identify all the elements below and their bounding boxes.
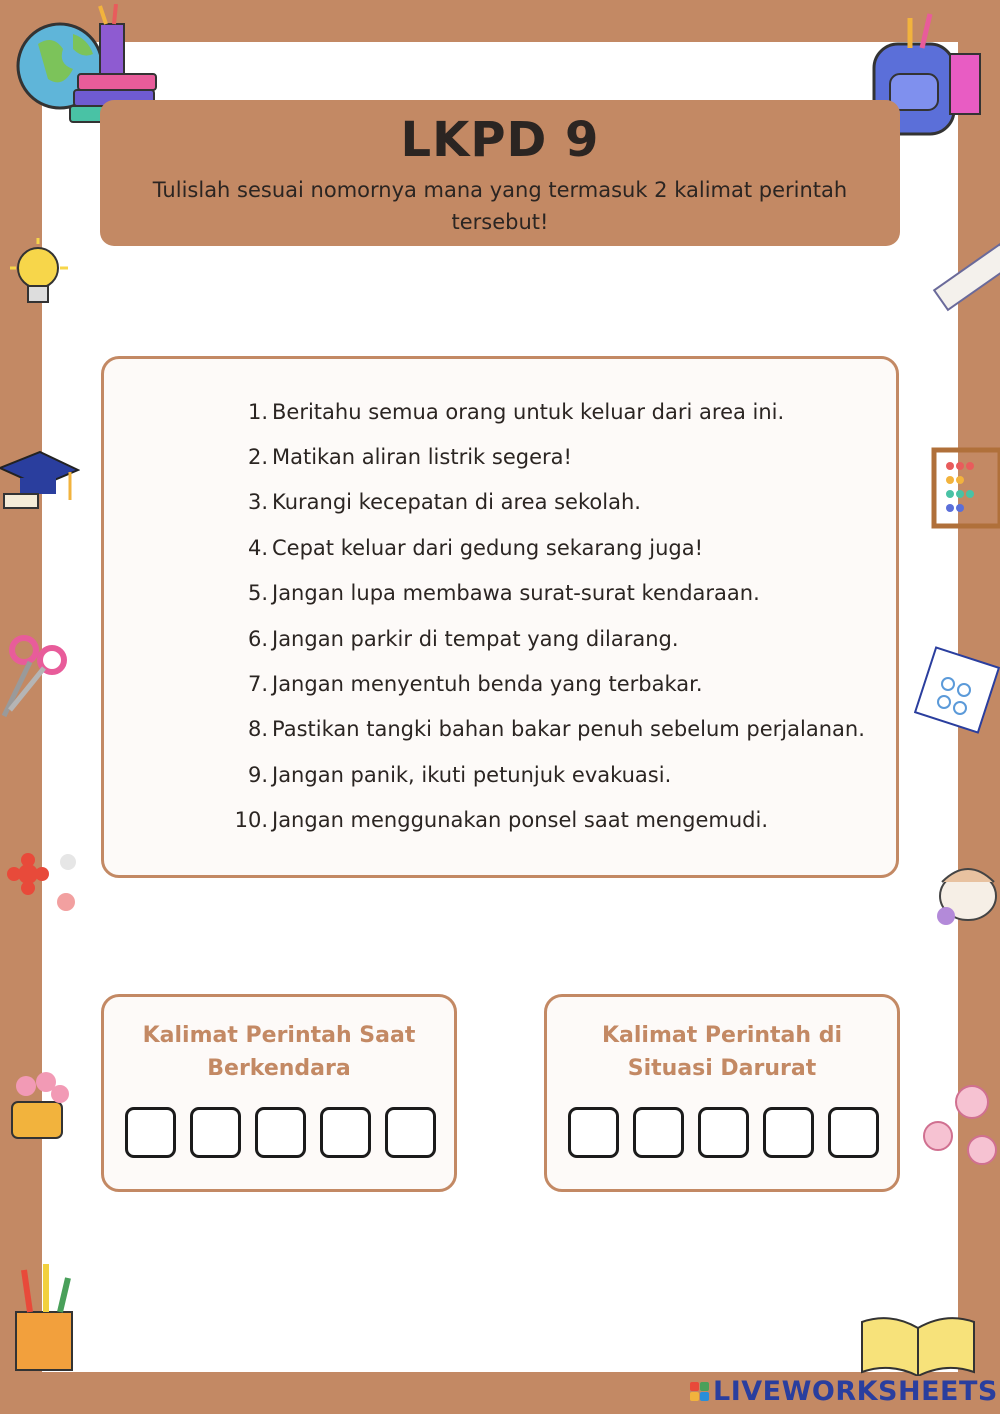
flowers-icon <box>0 846 90 926</box>
abacus-icon <box>930 444 1000 534</box>
answer-label-driving <box>104 1019 454 1085</box>
item-number: 4. <box>247 535 268 560</box>
item-text: Jangan menggunakan ponsel saat mengemudi. <box>272 808 769 833</box>
list-item <box>104 798 896 843</box>
ruler-icon <box>928 232 1000 322</box>
answer-slot[interactable] <box>190 1107 241 1158</box>
item-number: 8. <box>247 717 268 742</box>
item-number: 7. <box>247 672 268 697</box>
list-item <box>104 434 896 479</box>
page-title: LKPD 9 <box>400 112 600 168</box>
item-text: Beritahu semua orang untuk keluar dari area ini. <box>272 399 785 424</box>
item-text: Jangan parkir di tempat yang dilarang. <box>272 626 679 651</box>
list-item <box>104 616 896 661</box>
answer-slot[interactable] <box>125 1107 176 1158</box>
item-text: Jangan menyentuh benda yang terbakar. <box>272 672 703 697</box>
item-number: 6. <box>247 626 268 651</box>
item-number: 10. <box>234 808 268 833</box>
liveworksheets-logo-icon <box>690 1382 709 1401</box>
item-number: 2. <box>247 445 268 470</box>
list-item <box>104 571 896 616</box>
item-text: Pastikan tangki bahan bakar penuh sebelum perjalanan. <box>272 717 865 742</box>
item-text: Matikan aliran listrik segera! <box>272 445 572 470</box>
liveworksheets-brand <box>690 1374 998 1408</box>
worksheet-sticker-icon <box>914 644 1000 734</box>
sentence-list <box>104 389 896 843</box>
header-banner <box>100 100 900 246</box>
item-text: Jangan lupa membawa surat-surat kendaraan. <box>272 581 760 606</box>
bear-sticker-icon <box>928 856 1000 946</box>
list-item <box>104 707 896 752</box>
flower-pot-icon <box>2 1066 82 1146</box>
sentence-list-box <box>101 356 899 878</box>
list-item <box>104 525 896 570</box>
answer-slots-emergency <box>568 1107 879 1158</box>
answer-label-emergency <box>547 1019 897 1085</box>
list-item <box>104 752 896 797</box>
answer-slot[interactable] <box>828 1107 879 1158</box>
item-number: 5. <box>247 581 268 606</box>
item-text: Jangan panik, ikuti petunjuk evakuasi. <box>272 762 672 787</box>
item-number: 1. <box>247 399 268 424</box>
answer-box-emergency <box>544 994 900 1192</box>
list-item <box>104 480 896 525</box>
instruction-text: Tulislah sesuai nomornya mana yang termasuk 2 kalimat perintah tersebut! <box>152 178 848 234</box>
item-number: 9. <box>247 762 268 787</box>
answer-label-line: Kalimat Perintah Saat <box>142 1023 416 1048</box>
pencil-cup-icon <box>6 1262 86 1374</box>
answer-slot[interactable] <box>385 1107 436 1158</box>
open-book-icon <box>858 1312 978 1376</box>
scissors-icon <box>0 630 72 720</box>
answer-slot[interactable] <box>633 1107 684 1158</box>
answer-label-line: Berkendara <box>207 1056 351 1081</box>
answer-slot[interactable] <box>568 1107 619 1158</box>
list-item <box>104 661 896 706</box>
answer-slot[interactable] <box>320 1107 371 1158</box>
answer-box-driving <box>101 994 457 1192</box>
answer-slot[interactable] <box>255 1107 306 1158</box>
answer-slot[interactable] <box>698 1107 749 1158</box>
item-text: Kurangi kecepatan di area sekolah. <box>272 490 641 515</box>
lightbulb-icon <box>4 234 76 314</box>
item-number: 3. <box>247 490 268 515</box>
answer-label-line: Kalimat Perintah di <box>602 1023 842 1048</box>
answer-slot[interactable] <box>763 1107 814 1158</box>
answer-slots-driving <box>125 1107 436 1158</box>
graduation-cap-icon <box>0 438 80 518</box>
list-item <box>104 389 896 434</box>
pink-flowers-icon <box>912 1080 1000 1176</box>
item-text: Cepat keluar dari gedung sekarang juga! <box>272 535 703 560</box>
brand-name: LIVEWORKSHEETS <box>713 1375 998 1407</box>
answer-label-line: Situasi Darurat <box>627 1056 817 1081</box>
